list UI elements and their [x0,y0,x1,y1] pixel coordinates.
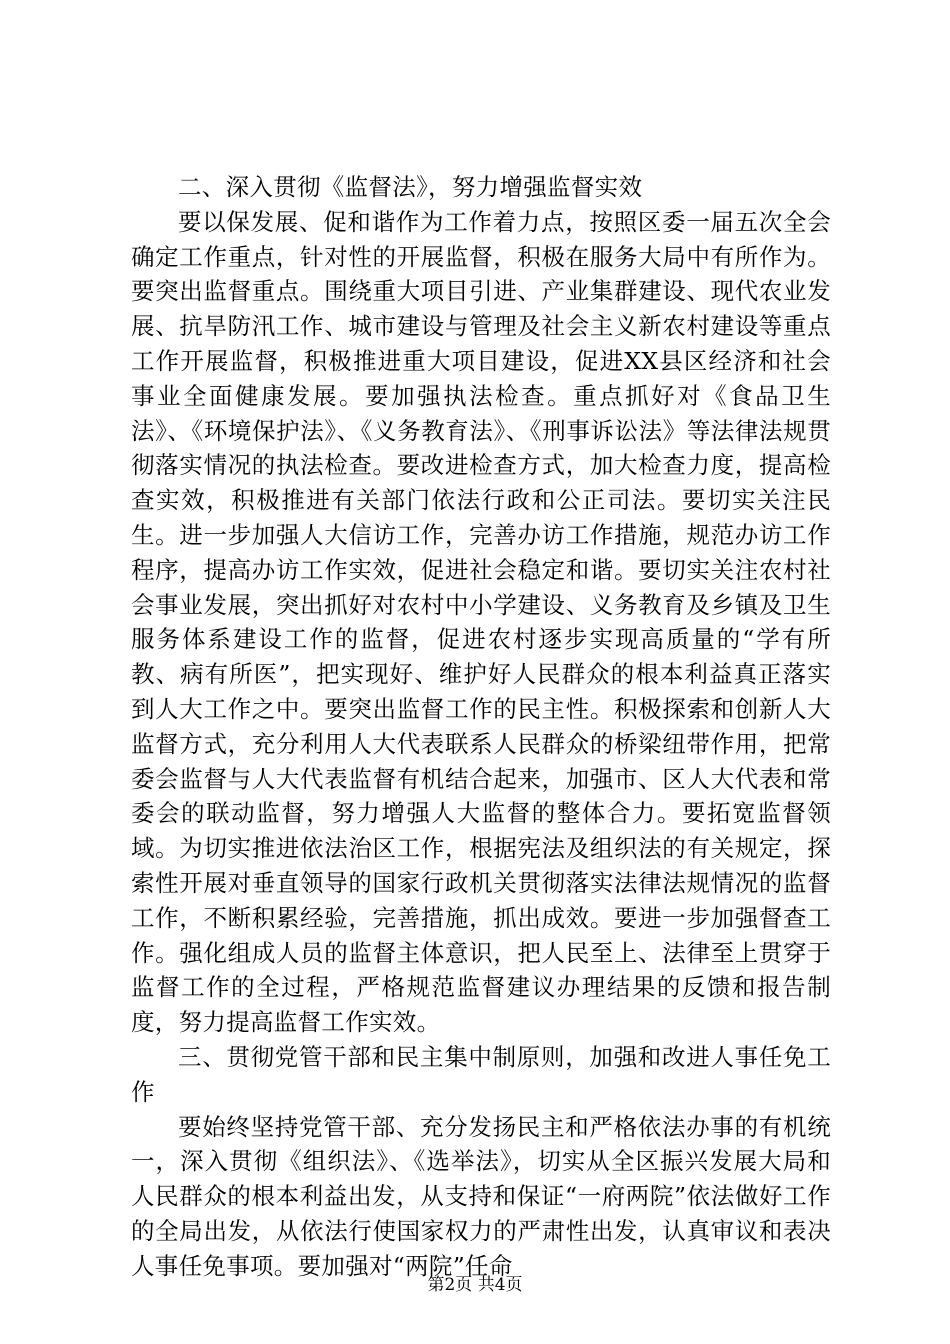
section-heading-2: 二、深入贯彻《监督法》，努力增强监督实效 [178,173,643,201]
document-body [131,170,831,1284]
body-paragraph: 要以保发展、促和谐作为工作着力点，按照区委一届五次全会确定工作重点，针对性的开展监督，积极在服务大局中有所作为。要突出监督重点。围绕重大项目引进、产业集群建设、现代农业发展、抗旱防汛工作、城市建设与管理及社会主义新农村建设等重点工作开展监督，积极推进重大项目建设，促进XX县区经济和社会事业全面健康发展。要加强执法检查。重点抓好对《食品卫生法》、《环境保护法》、《义务教育法》、《刑事诉讼法》等法律法规贯彻落实情况的执法检查。要改进检查方式，加大检查力度，提高检查实效，积极推进有关部门依法行政和公正司法。要切实关注民生。进一步加强人大信访工作，完善办访工作措施，规范办访工作程序，提高办访工作实效，促进社会稳定和谐。要切实关注农村社会事业发展，突出抓好对农村中小学建设、义务教育及乡镇及卫生服务体系建设工作的监督，促进农村逐步实现高质量的“学有所教、病有所医”，把实现好、维护好人民群众的根本利益真正落实到人大工作之中。要突出监督工作的民主性。积极探索和创新人大监督方式，充分利用人大代表联系人民群众的桥梁纽带作用，把常委会监督与人大代表监督有机结合起来，加强市、区人大代表和常委会的联动监督，努力增强人大监督的整体合力。要拓宽监督领域。为切实推进依法治区工作，根据宪法及组织法的有关规定，探索性开展对垂直领导的国家行政机关贯彻落实法律法规情况的监督工作，不断积累经验，完善措施，抓出成效。要进一步加强督查工作。强化组成人员的监督主体意识，把人民至上、法律至上贯穿于监督工作的全过程，严格规范监督建议办理结果的反馈和报告制度，努力提高监督工作实效。 [131,207,831,1037]
section-heading-3: 三、贯彻党管干部和民主集中制原则，加强和改进人事任免工作 [131,1042,831,1106]
body-paragraph: 要始终坚持党管干部、充分发扬民主和严格依法办事的有机统一，深入贯彻《组织法》、《选举法》，切实从全区振兴发展大局和人民群众的根本利益出发，从支持和保证“一府两院”依法做好工作的全局出发，从依法行使国家权力的严肃性出发，认真审议和表决人事任免事项。要加强对“两院”任命 [131,1112,831,1280]
page-footer: 第2页 共4页 [427,1275,523,1295]
